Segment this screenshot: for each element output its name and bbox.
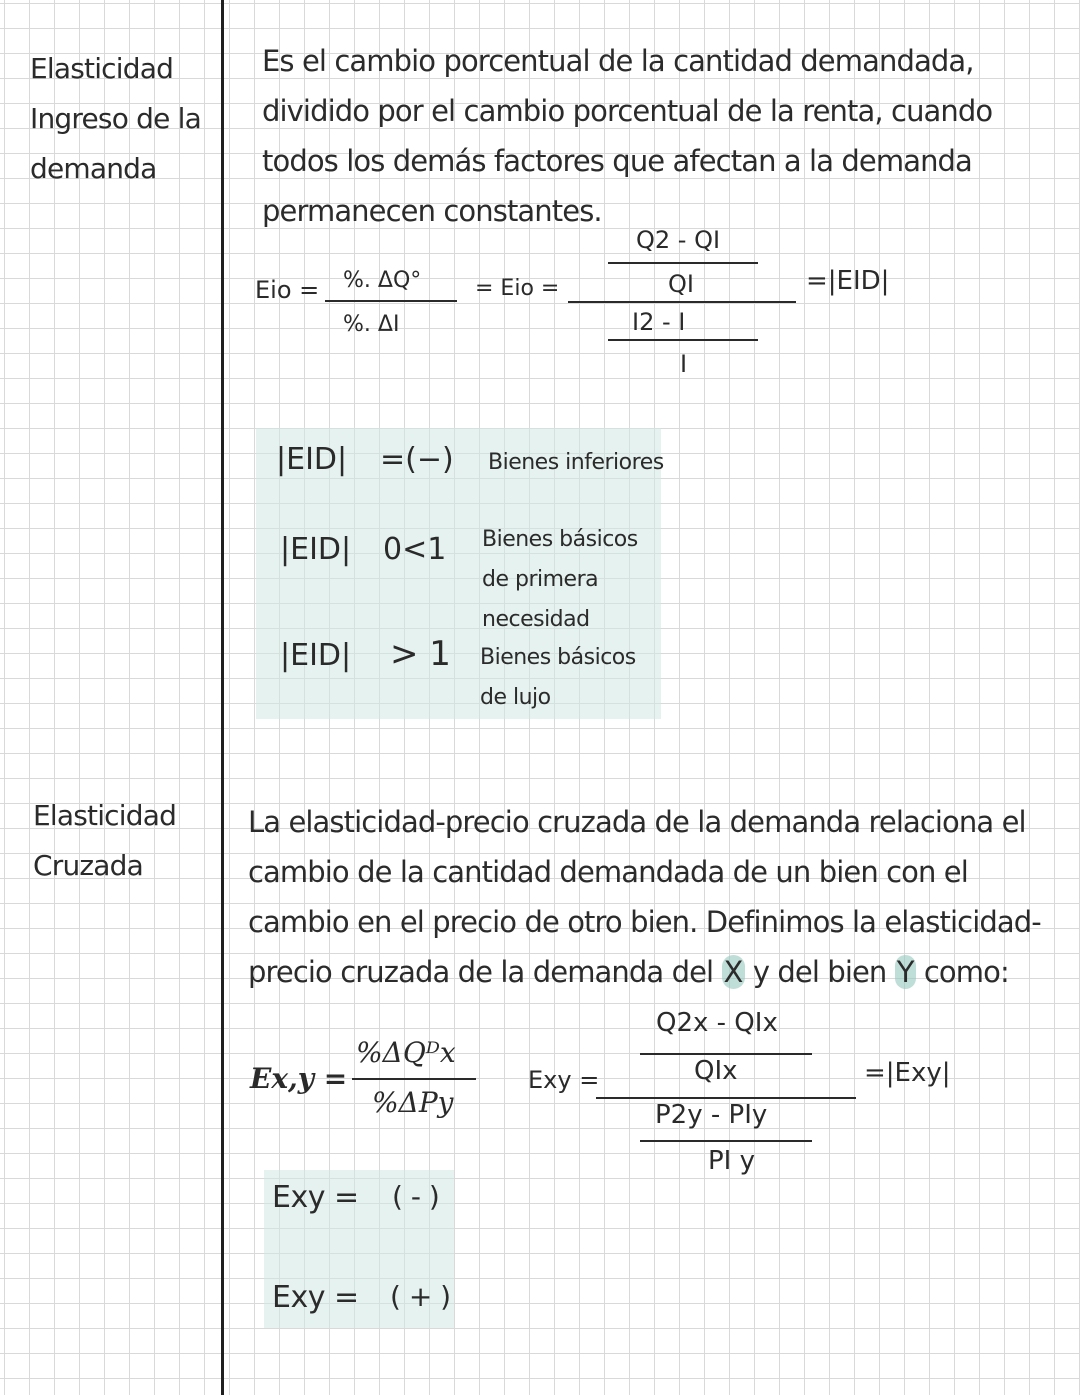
case-abs: |EID| — [276, 442, 348, 477]
cross-definition — [248, 797, 1068, 997]
side-label-line: demanda — [30, 152, 157, 185]
formula-lhs: Eio = — [255, 276, 320, 304]
fraction-bar — [352, 1078, 476, 1080]
inner-denominator-top: P2y - PIy — [655, 1100, 768, 1130]
formula-result: =|Exy| — [864, 1058, 951, 1088]
main-fraction-bar — [596, 1097, 856, 1099]
case-abs: |EID| — [280, 532, 352, 567]
side-label-line: Elasticidad — [30, 52, 174, 85]
inner-numerator-top: Q2x - QIx — [656, 1008, 778, 1038]
case-condition: > 1 — [390, 634, 451, 674]
case-abs: |EID| — [280, 638, 352, 673]
formula-numerator: %. ΔQ° — [343, 268, 422, 293]
inner-denominator-bottom: PI y — [708, 1146, 755, 1176]
inner-fraction-bar — [640, 1053, 812, 1055]
main-fraction-bar — [568, 301, 796, 303]
formula-lhs: Ex,y = — [250, 1062, 348, 1095]
formula-denominator: %. ΔI — [343, 312, 400, 337]
highlight-y: Y — [896, 955, 914, 989]
formula-middle: Exy = — [528, 1066, 600, 1094]
inner-numerator-top: Q2 - QI — [636, 226, 721, 254]
case-sign: ( + ) — [390, 1280, 451, 1313]
inner-fraction-bar — [608, 339, 758, 341]
formula-middle: = Eio = — [475, 276, 560, 301]
inner-fraction-bar — [608, 262, 758, 264]
case-condition: =(−) — [380, 442, 454, 477]
formula-numerator: %ΔQᴰx — [356, 1036, 456, 1069]
side-label-line: Elasticidad — [33, 799, 177, 832]
case-sign: ( - ) — [392, 1180, 440, 1213]
formula-denominator: %ΔPy — [372, 1086, 454, 1119]
formula-result: =|EID| — [806, 266, 890, 296]
highlight-x: X — [723, 955, 743, 989]
case-label: Exy = — [272, 1180, 359, 1215]
side-label-line: Ingreso de la — [30, 102, 201, 135]
definition-text: y del bien — [744, 955, 895, 989]
inner-denominator-bottom: I — [680, 350, 688, 378]
inner-numerator-bottom: QI — [668, 270, 694, 298]
case-description: Bienes inferiores — [488, 450, 664, 475]
fraction-bar — [325, 300, 457, 302]
case-condition: 0<1 — [383, 532, 447, 567]
income-side-label — [30, 44, 201, 194]
case-description: Bienes básicos de lujo — [480, 645, 636, 710]
income-definition: Es el cambio porcentual de la cantidad demandada, dividido por el cambio porcentual de la renta, cuando todos los demás factores que afectan a la demanda permanecen constantes. — [262, 44, 993, 228]
case-description: Bienes básicos de primera necesidad — [482, 527, 638, 632]
inner-denominator-top: I2 - I — [632, 308, 686, 336]
margin-line — [221, 0, 224, 1395]
inner-numerator-bottom: QIx — [694, 1056, 738, 1086]
definition-text: La elasticidad-precio cruzada de la demanda relaciona el cambio de la cantidad demandada de un bien con el cambio en el precio de otro bien. Definimos la elasticidad-precio cruzada de la demanda del — [248, 805, 1041, 989]
cross-side-label — [33, 791, 176, 891]
inner-fraction-bar — [640, 1140, 812, 1142]
definition-text: como: — [915, 955, 1009, 989]
side-label-line: Cruzada — [33, 849, 143, 882]
case-label: Exy = — [272, 1280, 359, 1315]
